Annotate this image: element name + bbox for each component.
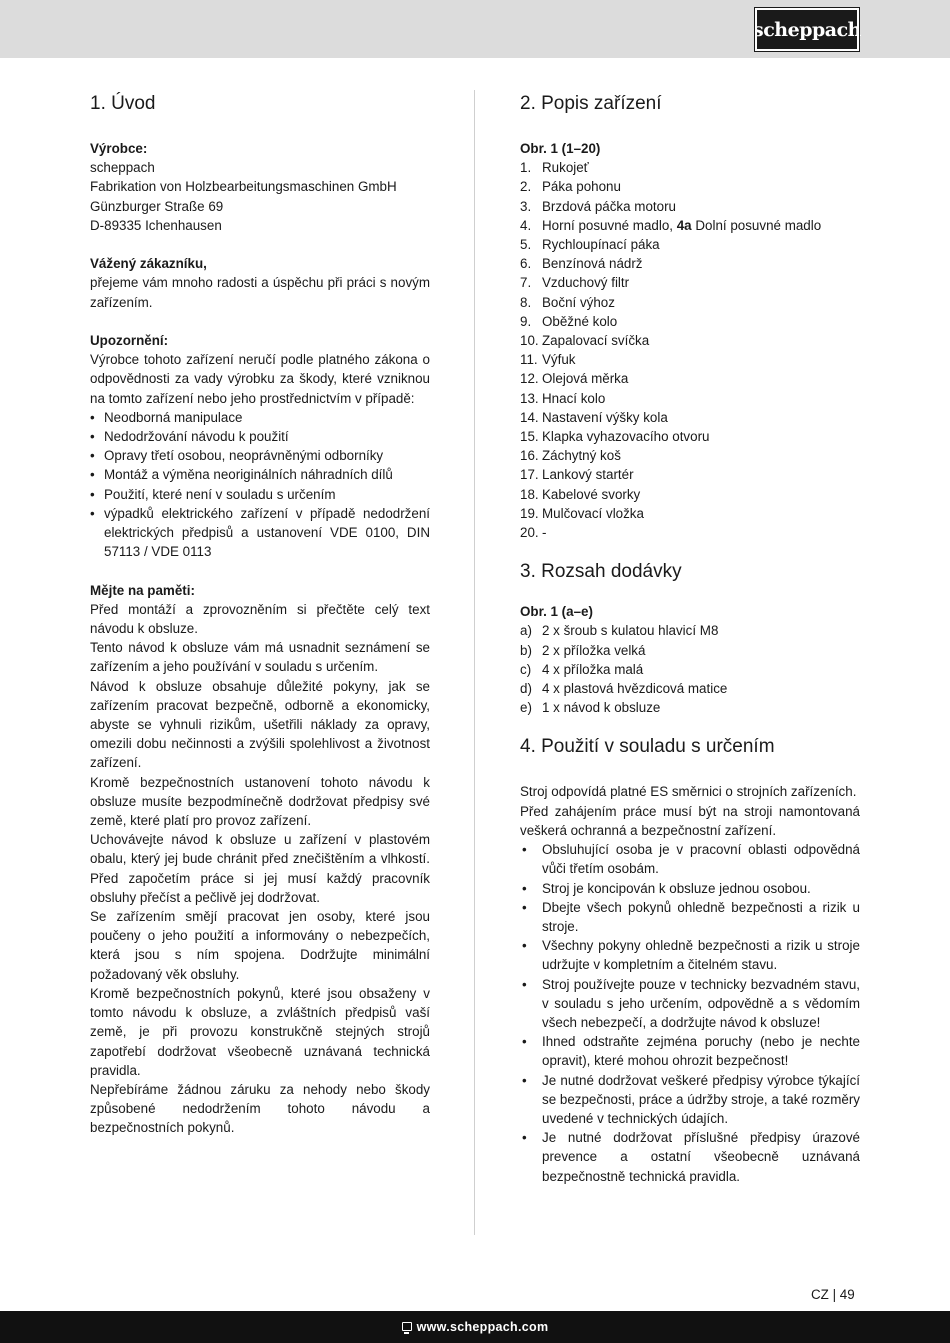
list-item: • Neodborná manipulace [90, 408, 430, 427]
list-item [520, 293, 860, 312]
list-item [520, 273, 860, 292]
website-link[interactable] [402, 1320, 549, 1334]
manufacturer-line: scheppach [90, 160, 155, 176]
list-item: • Opravy třetí osobou, neoprávněnými odborníky [90, 446, 430, 465]
section-title-description: 2. Popis zařízení [520, 93, 662, 114]
list-item [520, 350, 860, 369]
list-item [520, 331, 860, 350]
list-item [520, 523, 860, 542]
list-item-text: Záchytný koš [542, 448, 621, 464]
list-item-number: a) [520, 623, 532, 639]
remember-paragraph: Návod k obsluze obsahuje důležité pokyny, jak se zařízením pracovat bezpečně, odborně a ekonomicky, abyste se vyhnuli rizikům, ušetřili náklady za opravy, omezili dobu nečinnosti a zvýšili spolehlivost a životnost zařízení. [90, 678, 430, 771]
list-item-number: 15. [520, 429, 539, 445]
list-item-text: Páka pohonu [542, 179, 621, 195]
list-item [520, 660, 860, 679]
list-item: • Obsluhující osoba je v pracovní oblasti odpovědná vůči třetím osobám. [520, 840, 860, 878]
list-item: • Stroj je koncipován k obsluze jednou osobou. [520, 879, 860, 898]
header-bar [0, 0, 950, 58]
list-item [520, 465, 860, 484]
list-item-text: Boční výhoz [542, 294, 615, 310]
remember-paragraph: Kromě bezpečnostních pokynů, které jsou obsaženy v tomto návodu k obsluze, a zvláštních předpisů vaší země, je při provozu konstrukčně stejných strojů zapotřebí dodržovat všeobecně uznávaná technická pravidla. [90, 985, 430, 1078]
list-item: • Montáž a výměna neoriginálních náhradních dílů [90, 465, 430, 484]
figure-label: Obr. 1 (a–e) [520, 604, 593, 620]
remember-paragraph: Kromě bezpečnostních ustanovení tohoto návodu k obsluze musíte bezpodmínečně dodržovat předpisy své země, které platí pro provoz zařízení. [90, 774, 430, 829]
list-item-number: 19. [520, 505, 539, 521]
manufacturer-line: D-89335 Ichenhausen [90, 217, 222, 233]
list-item [520, 679, 860, 698]
list-item-number: d) [520, 681, 532, 697]
notice-text: Výrobce tohoto zařízení neručí podle platného zákona o odpovědnosti za vady výrobku za škody, které vzniknou na tomto zařízení nebo jeho prostřednictvím v případě: [90, 352, 430, 406]
list-item: • výpadků elektrického zařízení v případě nedodržení elektrických předpisů a ustanovení VDE 0100, DIN 57113 / VDE 0113 [90, 504, 430, 562]
scheppach-logo [755, 8, 859, 51]
manufacturer-label: Výrobce: [90, 141, 148, 156]
list-item: • Nedodržování návodu k použití [90, 427, 430, 446]
list-item-text: Olejová měrka [542, 371, 629, 387]
notice-list [90, 408, 430, 562]
list-item-number: 3. [520, 198, 532, 214]
list-item [520, 446, 860, 465]
section-title-intro: 1. Úvod [90, 93, 156, 114]
list-item [520, 621, 860, 640]
list-item-text: Oběžné kolo [542, 313, 618, 329]
list-item [520, 698, 860, 717]
remember-paragraph: Se zařízením smějí pracovat jen osoby, které jsou poučeny o jeho použití a informovány o nebezpečích, která jsou s ním spojena. Dodržujte minimální požadovaný věk obsluhy. [90, 909, 430, 982]
list-item-text: Horní posuvné madlo, [542, 217, 677, 233]
list-item-text: Rychloupínací páka [542, 237, 660, 253]
remember-paragraph: Nepřebíráme žádnou záruku za nehody nebo škody způsobené nedodržením tohoto návodu a bezpečnostních pokynů. [90, 1081, 430, 1136]
dear-customer-text: přejeme vám mnoho radosti a úspěchu při práci s novým zařízením. [90, 275, 430, 310]
list-item: • Dbejte všech pokynů ohledně bezpečnosti a rizik u stroje. [520, 898, 860, 936]
intended-use-paragraph: Před zahájením práce musí být na stroji namontovaná veškerá ochranná a bezpečnostní zařízení. [520, 803, 860, 838]
list-item-number: 14. [520, 409, 539, 425]
manufacturer-line: Günzburger Straße 69 [90, 198, 224, 214]
list-item-number: 20. [520, 525, 539, 541]
list-item [520, 312, 860, 331]
list-item [520, 216, 860, 235]
list-item: • Je nutné dodržovat veškeré předpisy výrobce týkající se bezpečnosti, práce a údržby stroje, a také rozměry uvedené v technických údajích. [520, 1071, 860, 1129]
list-item [520, 504, 860, 523]
list-item-text: Mulčovací vložka [542, 505, 644, 521]
list-item [520, 197, 860, 216]
intended-use-list [520, 840, 860, 1186]
list-item [520, 427, 860, 446]
list-item [520, 408, 860, 427]
list-item-number: 10. [520, 333, 539, 349]
list-item-text: 1 x návod k obsluze [542, 700, 661, 716]
list-item-text: 2 x šroub s kulatou hlavicí M8 [542, 623, 719, 639]
list-item [520, 235, 860, 254]
list-item-text: Rukojeť [542, 160, 589, 176]
list-item-bold: 4a [676, 217, 692, 233]
intended-use-paragraph: Stroj odpovídá platné ES směrnici o strojních zařízeních. [520, 784, 857, 800]
list-item-text: Zapalovací svíčka [542, 333, 650, 349]
notice-label: Upozornění: [90, 333, 169, 348]
list-item-number: c) [520, 661, 532, 677]
manufacturer-line: Fabrikation von Holzbearbeitungsmaschinen GmbH [90, 179, 397, 195]
list-item-text: 4 x příložka malá [542, 661, 644, 677]
list-item-number: e) [520, 700, 532, 716]
list-item: • Je nutné dodržovat příslušné předpisy úrazové prevence a ostatní všeobecně uznávaná bezpečnostně technická pravidla. [520, 1128, 860, 1186]
list-item [520, 369, 860, 388]
remember-paragraph: Před montáží a zprovozněním si přečtěte celý text návodu k obsluze. [90, 601, 430, 637]
list-item-text: Brzdová páčka motoru [542, 198, 676, 214]
list-item-text: - [542, 525, 547, 541]
list-item-number: 2. [520, 179, 532, 195]
right-column [520, 92, 860, 1186]
list-item-number: 5. [520, 237, 532, 253]
remember-paragraph: Tento návod k obsluze vám má usnadnit seznámení se zařízením a jeho používání v souladu s určením. [90, 640, 430, 675]
list-item-number: 11. [520, 352, 538, 368]
list-item-number: 1. [520, 160, 532, 176]
list-item-number: 4. [520, 217, 532, 233]
list-item-number: 18. [520, 486, 539, 502]
footer-bar [0, 1311, 950, 1343]
dear-customer-label: Vážený zákazníku, [90, 256, 207, 272]
list-item-number: 8. [520, 294, 532, 310]
page-number: CZ | 49 [811, 1287, 855, 1302]
list-item-text: Hnací kolo [542, 390, 606, 406]
list-item-number: b) [520, 642, 532, 658]
remember-paragraph: Uchovávejte návod k obsluze u zařízení v plastovém obalu, který jej bude chránit před znečištěním a vlhkostí. Před započetím práce si jej musí každý pracovník obsluhy přečíst a pečlivě jej dodržovat. [90, 832, 430, 905]
logo-text: scheppach [753, 18, 861, 41]
delivery-list [520, 621, 860, 717]
parts-list [520, 158, 860, 542]
list-item-text: Kabelové svorky [542, 486, 641, 502]
list-item: • Ihned odstraňte zejména poruchy (nebo je nechte opravit), které mohou ohrozit bezpečnost! [520, 1032, 860, 1070]
section-title-delivery: 3. Rozsah dodávky [520, 561, 682, 583]
list-item-number: 6. [520, 256, 532, 272]
remember-label: Mějte na paměti: [90, 582, 195, 598]
website-text: www.scheppach.com [416, 1320, 549, 1334]
list-item-text: Výfuk [542, 352, 576, 368]
list-item: • Všechny pokyny ohledně bezpečnosti a rizik u stroje udržujte v kompletním a čitelném stavu. [520, 936, 860, 974]
list-item-text: Klapka vyhazovacího otvoru [542, 429, 710, 445]
list-item-text: Benzínová nádrž [542, 256, 643, 272]
monitor-icon [402, 1322, 412, 1331]
column-divider [474, 90, 475, 1235]
list-item-number: 16. [520, 448, 539, 464]
list-item-number: 9. [520, 313, 532, 329]
list-item [520, 641, 860, 660]
list-item [520, 254, 860, 273]
list-item-number: 13. [520, 390, 539, 406]
list-item [520, 485, 860, 504]
list-item: • Stroj používejte pouze v technicky bezvadném stavu, v souladu s jeho určením, odpovědně a s vědomím všech nebezpečí, a dodržujte návod k obsluze! [520, 975, 860, 1033]
list-item [520, 177, 860, 196]
list-item-text: Vzduchový filtr [542, 275, 630, 291]
section-title-intended-use: 4. Použití v souladu s určením [520, 736, 775, 758]
list-item-text: 2 x příložka velká [542, 642, 646, 658]
list-item-text: Dolní posuvné madlo [691, 217, 822, 233]
list-item: • Použití, které není v souladu s určením [90, 485, 430, 504]
list-item-text: 4 x plastová hvězdicová matice [542, 681, 728, 697]
list-item-number: 7. [520, 275, 532, 291]
left-column [90, 92, 430, 1138]
list-item [520, 389, 860, 408]
list-item-text: Nastavení výšky kola [542, 409, 668, 425]
figure-label: Obr. 1 (1–20) [520, 141, 601, 156]
list-item-number: 12. [520, 371, 539, 387]
list-item-number: 17. [520, 467, 539, 483]
list-item-text: Lankový startér [542, 467, 634, 483]
list-item [520, 158, 860, 177]
